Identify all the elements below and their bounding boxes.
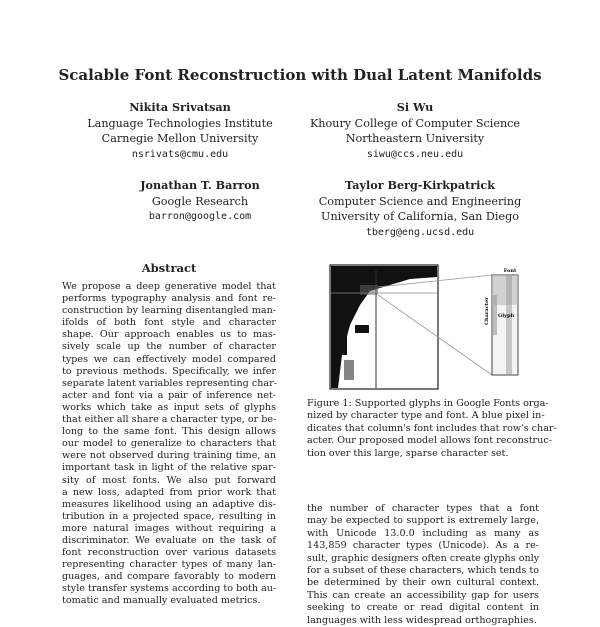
text-line: performs typography analysis and font re- xyxy=(62,293,276,305)
author-affiliation: Northeastern University xyxy=(345,132,485,145)
text-line: our model to generalize to characters that xyxy=(62,438,276,450)
text-line: This can create an accessibility gap for users xyxy=(307,589,539,601)
glyph-label: Glyph xyxy=(498,313,515,319)
text-line: measures likelihood using an adaptive dis- xyxy=(62,498,276,510)
figure-caption xyxy=(307,398,557,460)
author-name: Nikita Srivatsan xyxy=(129,100,231,114)
author-email[interactable]: siwu@ccs.neu.edu xyxy=(366,148,464,160)
author-block xyxy=(80,100,280,162)
author-name: Jonathan T. Barron xyxy=(140,178,260,192)
text-line: were not observed during training time, an xyxy=(62,450,276,462)
body-text-right-column xyxy=(307,503,539,627)
text-line: representing character types of many lan- xyxy=(62,559,276,571)
text-line: important task in light of the relative spar- xyxy=(62,462,276,474)
author-affiliation: Khoury College of Computer Science xyxy=(309,116,521,130)
text-line: We propose a deep generative model that xyxy=(62,281,276,292)
text-line: shape. Our approach enables us to mas- xyxy=(62,329,276,341)
author-email[interactable]: barron@google.com xyxy=(148,211,252,222)
author-block xyxy=(100,178,300,225)
text-line: dicates that column's font includes that row's char- xyxy=(307,422,557,434)
text-line: discriminator. We evaluate on the task of xyxy=(62,534,276,546)
paper-title: Scalable Font Reconstruction with Dual Latent Manifolds xyxy=(58,66,542,84)
figure-1-glyph-matrix xyxy=(330,265,520,393)
author-email[interactable]: nsrivats@cmu.edu xyxy=(131,148,229,160)
author-email[interactable]: tberg@eng.ucsd.edu xyxy=(365,226,475,238)
text-line: Figure 1: Supported glyphs in Google Fonts orga- xyxy=(307,398,549,409)
text-line: font reconstruction over various datasets xyxy=(62,547,276,559)
text-line: works which take as input sets of glyphs xyxy=(62,401,276,413)
text-line: style transfer systems according to both au- xyxy=(62,583,277,595)
font-axis-label: Font xyxy=(503,268,517,274)
author-affiliation: University of California, San Diego xyxy=(321,210,519,223)
text-line: the number of character types that a font xyxy=(307,503,539,514)
text-line: may be expected to support is extremely large, xyxy=(307,515,539,527)
text-line: be determined by their own cultural context. xyxy=(307,577,539,589)
character-axis-label: Character xyxy=(484,297,490,325)
author-affiliation: Computer Science and Engineering xyxy=(318,194,522,208)
author-name: Si Wu xyxy=(396,100,434,114)
text-line: tribution in a projected space, resulting in xyxy=(62,510,276,522)
text-line: tion over this large, sparse character set. xyxy=(307,447,509,459)
text-line: sively scale up the number of character xyxy=(62,341,276,353)
text-line: nized by character type and font. A blue pixel in- xyxy=(307,410,545,422)
text-line: acter and font via a pair of inference net- xyxy=(62,389,276,401)
text-line: languages with less widespread orthographies. xyxy=(307,614,537,626)
author-name: Taylor Berg-Kirkpatrick xyxy=(344,178,495,192)
author-block xyxy=(300,178,540,240)
text-line: types we can effectively model compared xyxy=(62,353,276,365)
text-line: sult, graphic designers often create glyphs only xyxy=(307,552,540,564)
text-line: with Unicode 13.0.0 including as many as xyxy=(307,527,539,539)
text-line: seeking to create or read digital content in xyxy=(307,602,539,614)
abstract-body xyxy=(62,281,276,608)
text-line: acter. Our proposed model allows font reconstruc- xyxy=(307,435,552,447)
text-line: sity of most fonts. We also put forward xyxy=(62,474,276,486)
text-line: guages, and compare favorably to modern xyxy=(62,571,276,583)
text-line: for a subset of these characters, which tends to xyxy=(307,565,539,577)
author-affiliation: Carnegie Mellon University xyxy=(101,132,259,145)
author-block xyxy=(300,100,530,162)
text-line: to previous methods. Specifically, we infer xyxy=(62,365,276,377)
text-line: ifolds of both font style and character xyxy=(62,317,276,329)
text-line: that either all share a character type, or be- xyxy=(62,414,277,426)
author-affiliation: Google Research xyxy=(151,194,249,208)
author-affiliation: Language Technologies Institute xyxy=(87,116,273,130)
text-line: separate latent variables representing char- xyxy=(62,377,277,389)
text-line: 143,859 character types (Unicode). As a re- xyxy=(307,540,539,552)
text-line: tomatic and manually evaluated metrics. xyxy=(62,595,261,607)
text-line: long to the same font. This design allows xyxy=(62,426,276,438)
text-line: more natural images without requiring a xyxy=(62,522,276,534)
text-line: a new loss, adapted from prior work that xyxy=(62,486,276,498)
abstract-heading: Abstract xyxy=(141,261,197,275)
text-line: construction by learning disentangled man- xyxy=(62,305,276,317)
